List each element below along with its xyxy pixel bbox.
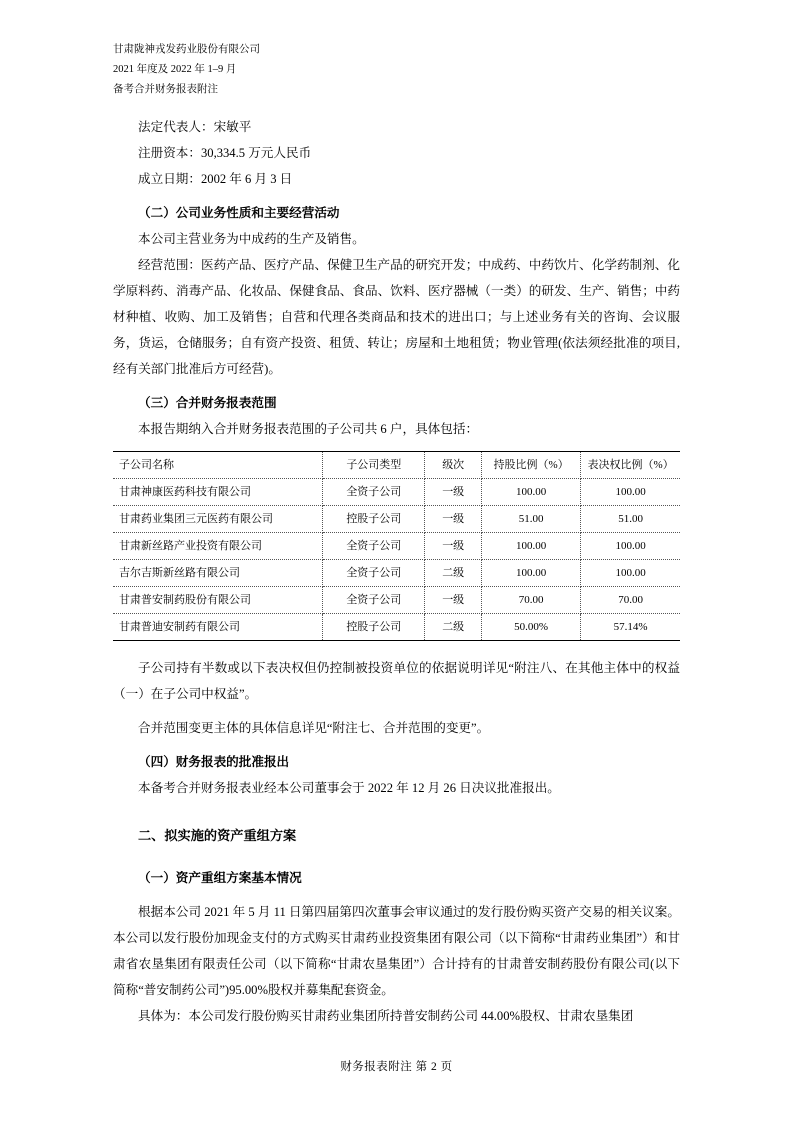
header-line-company: 甘肃陇神戎发药业股份有限公司: [113, 44, 260, 55]
paragraph-control-basis: 子公司持有半数或以下表决权但仍控制被投资单位的依据说明详见“附注八、在其他主体中的权益（一）在子公司中权益”。: [113, 661, 680, 701]
cell-voting: 100.00: [581, 560, 680, 587]
table-row: [113, 506, 680, 533]
cell-voting: 57.14%: [581, 614, 680, 641]
heading-section-two: 二、拟实施的资产重组方案: [138, 828, 297, 843]
paragraph-restructure-2: 具体为：本公司发行股份购买甘肃药业集团所持普安制药公司 44.00%股权、甘肃农垦集团: [138, 1009, 634, 1023]
registered-capital: 注册资本：30,334.5 万元人民币: [138, 146, 312, 160]
heading-business-nature: （二）公司业务性质和主要经营活动: [138, 206, 340, 220]
paragraph-main-business: 本公司主营业务为中成药的生产及销售。: [138, 232, 365, 246]
cell-type: 全资子公司: [323, 479, 425, 506]
cell-holding: 51.00: [482, 506, 581, 533]
establishment-date: 成立日期：2002 年 6 月 3 日: [138, 172, 293, 186]
paragraph-scope-intro: 本报告期纳入合并财务报表范围的子公司共 6 户，具体包括：: [138, 422, 479, 436]
cell-level: 一级: [425, 533, 482, 560]
table-header-row: [113, 452, 680, 479]
heading-consolidation-scope: （三）合并财务报表范围: [138, 396, 277, 410]
document-header: [113, 40, 680, 100]
cell-type: 控股子公司: [323, 506, 425, 533]
table-row: [113, 587, 680, 614]
cell-name: 甘肃普迪安制药有限公司: [113, 614, 323, 641]
paragraph-scope-change: 合并范围变更主体的具体信息详见“附注七、合并范围的变更”。: [138, 721, 490, 735]
cell-name: 甘肃药业集团三元医药有限公司: [113, 506, 323, 533]
cell-level: 二级: [425, 614, 482, 641]
cell-voting: 100.00: [581, 533, 680, 560]
header-line-title: 备考合并财务报表附注: [113, 84, 218, 95]
cell-holding: 100.00: [482, 479, 581, 506]
cell-voting: 51.00: [581, 506, 680, 533]
column-header-holding: 持股比例（%）: [482, 452, 581, 479]
header-line-period: 2021 年度及 2022 年 1–9 月: [113, 64, 237, 75]
cell-name: 甘肃神康医药科技有限公司: [113, 479, 323, 506]
paragraph-approval: 本备考合并财务报表业经本公司董事会于 2022 年 12 月 26 日决议批准报出。: [138, 781, 560, 795]
page-footer: 财务报表附注 第 2 页: [340, 1061, 453, 1073]
column-header-voting: 表决权比例（%）: [581, 452, 680, 479]
subsidiaries-table: [113, 451, 680, 641]
legal-representative: 法定代表人：宋敏平: [138, 120, 252, 134]
cell-name: 甘肃普安制药股份有限公司: [113, 587, 323, 614]
cell-voting: 70.00: [581, 587, 680, 614]
cell-holding: 50.00%: [482, 614, 581, 641]
table-body: [113, 479, 680, 641]
cell-holding: 100.00: [482, 560, 581, 587]
paragraph-business-scope: 经营范围：医药产品、医疗产品、保健卫生产品的研究开发；中成药、中药饮片、化学药制剂、化学原料药、消毒产品、化妆品、保健食品、食品、饮料、医疗器械（一类）的研发、生产、销售；中药材种植、收购、加工及销售；自营和代理各类商品和技术的进出口；与上述业务有关的咨询、会议服务，货运，仓储服务；自有资产投资、租赁、转让；房屋和土地租赁；物业管理(依法须经批准的项目,经有关部门批准后方可经营)。: [113, 258, 680, 376]
column-header-type: 子公司类型: [323, 452, 425, 479]
heading-approval: （四）财务报表的批准报出: [138, 755, 290, 769]
column-header-level: 级次: [425, 452, 482, 479]
column-header-name: 子公司名称: [113, 452, 323, 479]
cell-level: 一级: [425, 587, 482, 614]
cell-level: 二级: [425, 560, 482, 587]
table-row: [113, 560, 680, 587]
cell-type: 全资子公司: [323, 560, 425, 587]
heading-section-two-one: （一）资产重组方案基本情况: [138, 871, 302, 885]
table-row: [113, 479, 680, 506]
cell-name: 吉尔吉斯新丝路有限公司: [113, 560, 323, 587]
table-header: [113, 452, 680, 479]
cell-holding: 70.00: [482, 587, 581, 614]
cell-level: 一级: [425, 506, 482, 533]
page-content: [113, 40, 680, 1029]
cell-voting: 100.00: [581, 479, 680, 506]
cell-type: 控股子公司: [323, 614, 425, 641]
cell-type: 全资子公司: [323, 587, 425, 614]
cell-name: 甘肃新丝路产业投资有限公司: [113, 533, 323, 560]
table-row: [113, 614, 680, 641]
paragraph-restructure-1: 根据本公司 2021 年 5 月 11 日第四届第四次董事会审议通过的发行股份购买资产交易的相关议案。本公司以发行股份加现金支付的方式购买甘肃药业投资集团有限公司（以下简称“甘肃药业集团”）和甘肃省农垦集团有限责任公司（以下简称“甘肃农垦集团”）合计持有的甘肃普安制药股份有限公司(以下简称“普安制药公司”)95.00%股权并募集配套资金。: [113, 905, 680, 997]
cell-level: 一级: [425, 479, 482, 506]
table-row: [113, 533, 680, 560]
cell-holding: 100.00: [482, 533, 581, 560]
cell-type: 全资子公司: [323, 533, 425, 560]
